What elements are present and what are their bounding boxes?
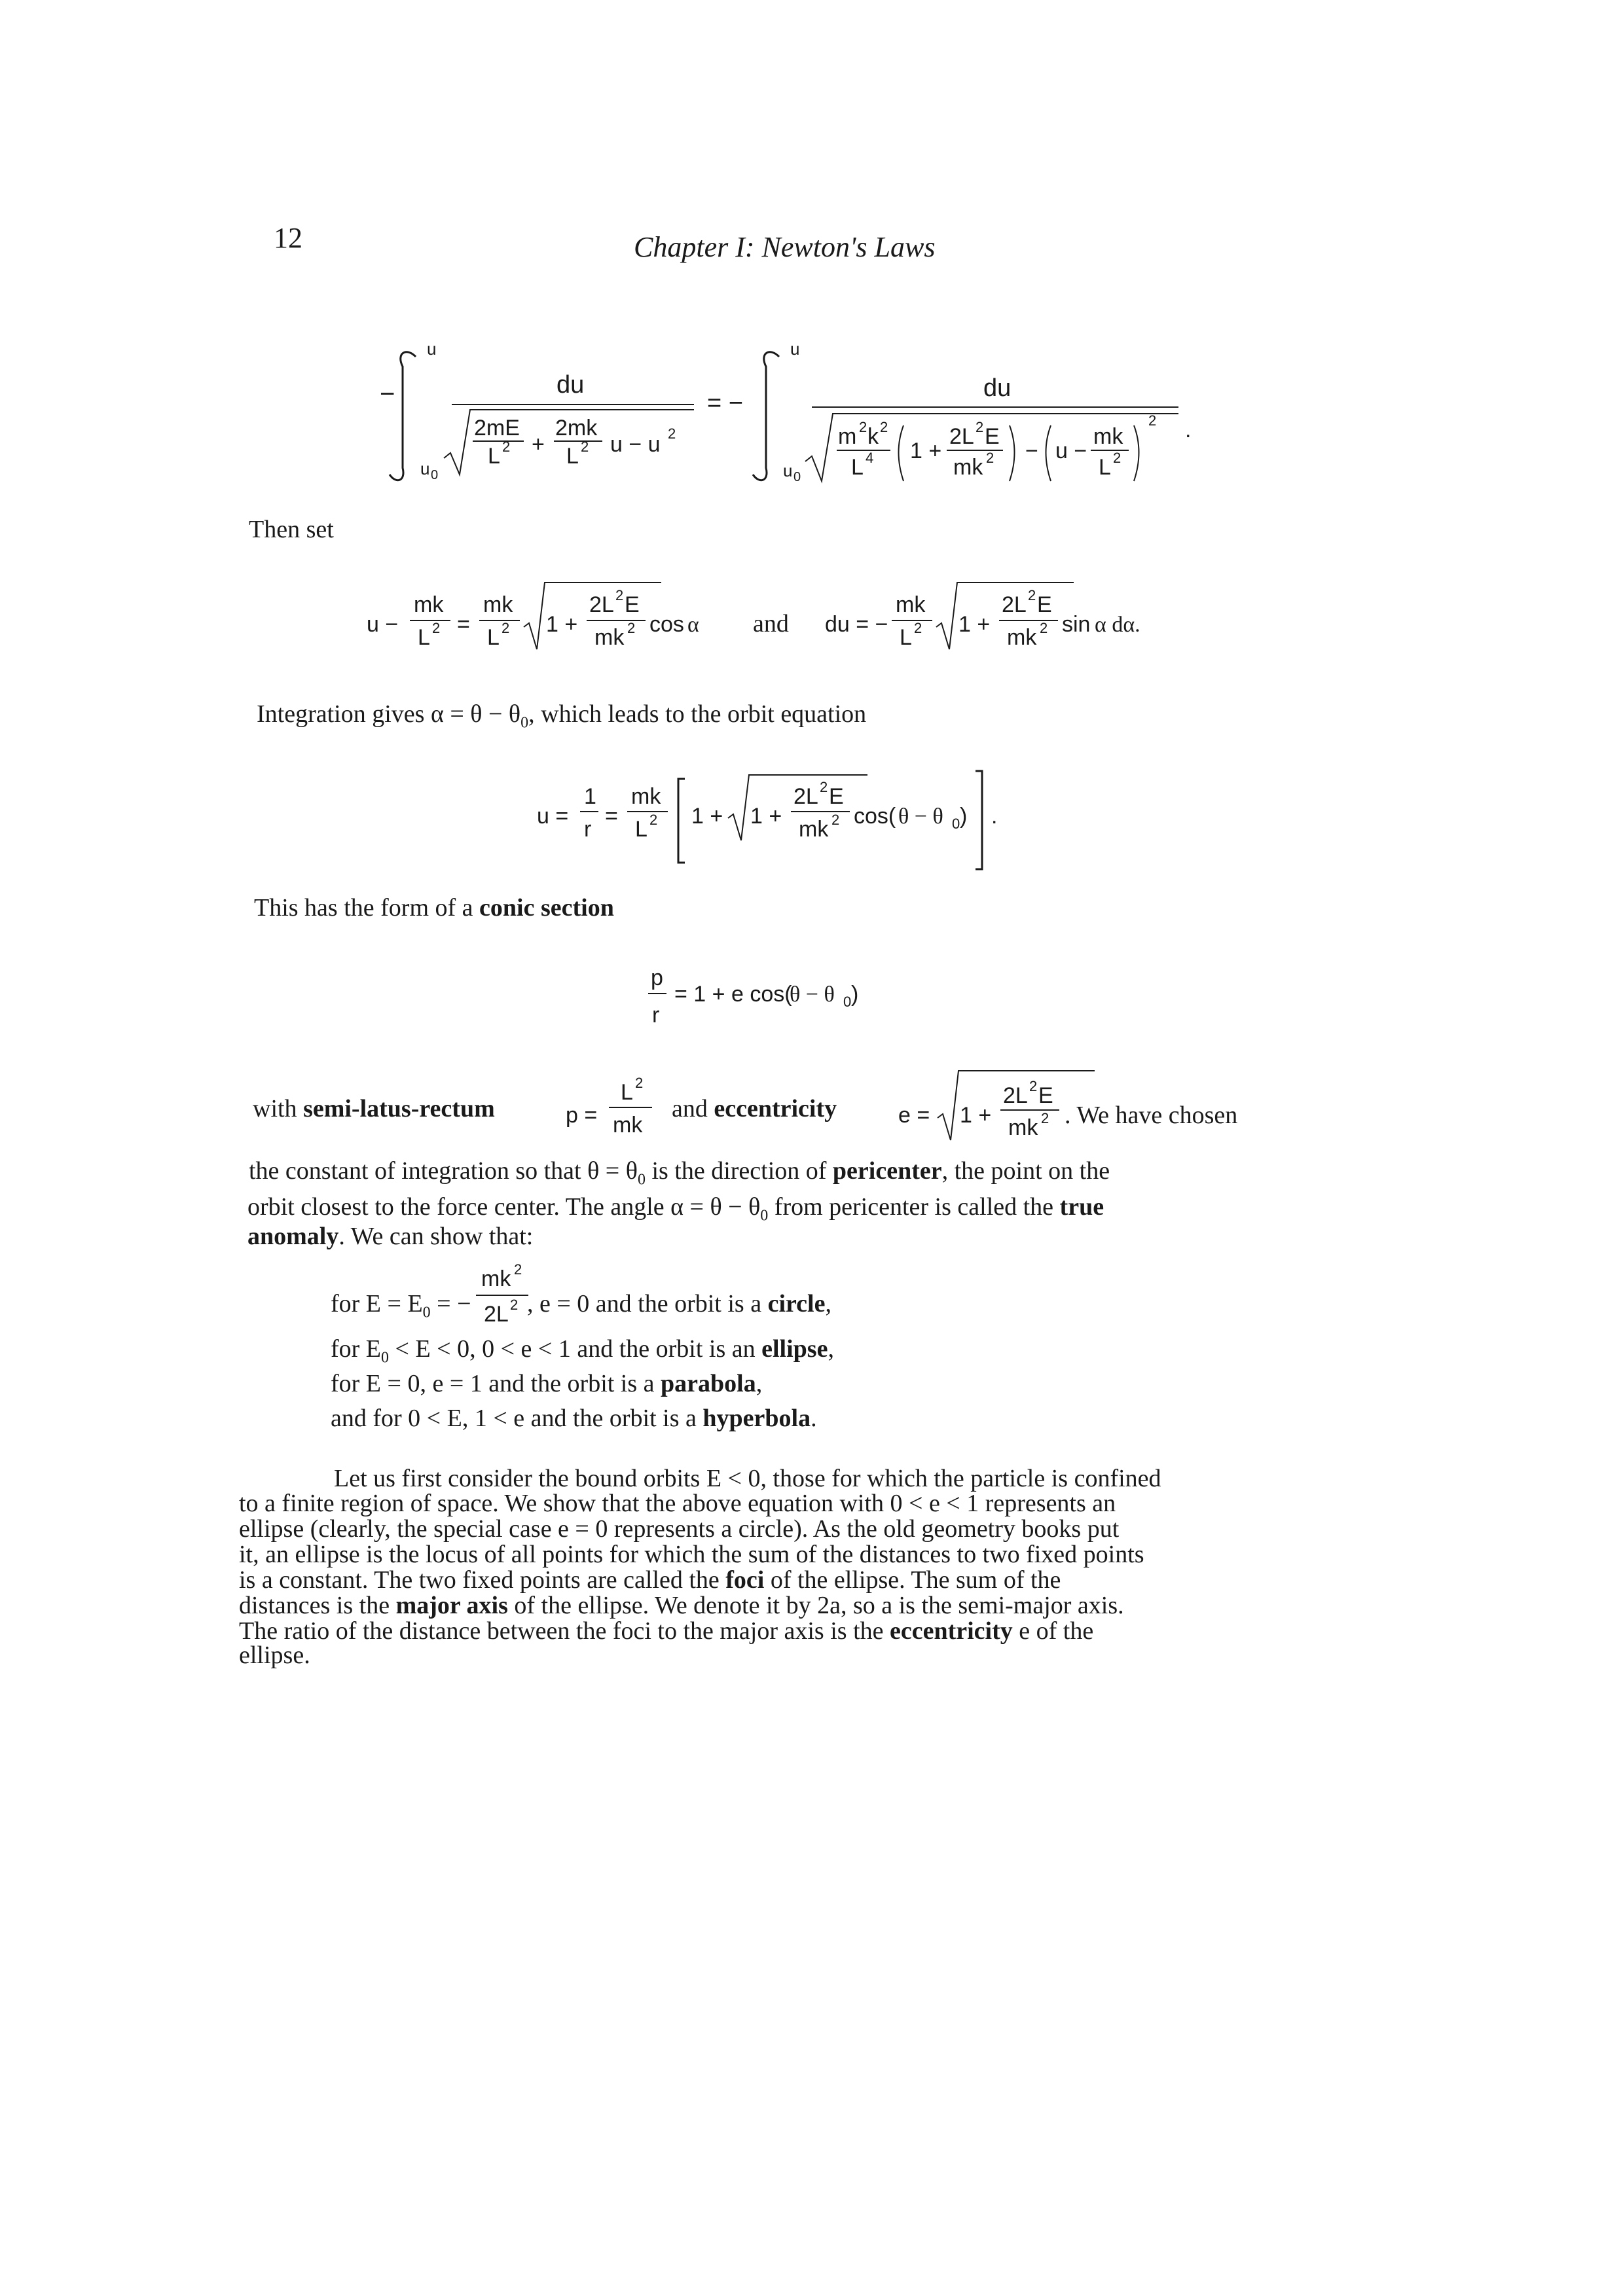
integral-equation (367, 327, 1218, 497)
svg-text:r: r (652, 1003, 660, 1028)
integration-line: Integration gives $\alpha = \theta - \theta_0$, which leads to the orbit equation (257, 700, 867, 732)
svg-text:k: k (867, 424, 879, 449)
svg-text:L: L (487, 625, 500, 650)
svg-text:2: 2 (1148, 412, 1157, 429)
para2-line2: to a finite region of space. We show that the above equation with 0 < e < 1 represents an (239, 1490, 1116, 1517)
svg-text:u −: u − (367, 612, 399, 637)
svg-text:1 +: 1 + (750, 804, 782, 829)
svg-text:sin: sin (1062, 612, 1091, 637)
svg-text:2: 2 (986, 450, 994, 466)
svg-text:mk: mk (631, 784, 661, 809)
svg-text:L: L (418, 625, 430, 650)
svg-text:2mE: 2mE (474, 416, 520, 440)
svg-text:2L: 2L (484, 1302, 509, 1327)
svg-text:= 1 + e cos(: = 1 + e cos( (674, 982, 792, 1007)
svg-text:+: + (532, 432, 545, 457)
svg-text:p =: p = (566, 1103, 598, 1128)
para2-line8: ellipse. (239, 1641, 310, 1669)
svg-text:2L: 2L (949, 424, 974, 449)
para2-line7: The ratio of the distance between the foci to the major axis is the eccentricity e of the (239, 1617, 1094, 1645)
svg-text:mk: mk (799, 817, 829, 842)
para2-line5: is a constant. The two fixed points are called the foci of the ellipse. The sum of the (239, 1566, 1061, 1594)
svg-text:2: 2 (1041, 1110, 1049, 1126)
svg-text:2: 2 (649, 812, 658, 828)
svg-text:2: 2 (432, 620, 441, 636)
svg-text:L: L (488, 444, 500, 469)
conic-equation (648, 962, 923, 1034)
svg-text:θ − θ: θ − θ (898, 804, 943, 829)
svg-text:L: L (635, 817, 647, 842)
svg-text:α dα.: α dα. (1095, 613, 1140, 637)
svg-text:E: E (1037, 592, 1052, 617)
svg-text:2: 2 (510, 1297, 519, 1313)
svg-text:m: m (838, 424, 857, 449)
svg-text:=: = (605, 804, 618, 829)
svg-text:2: 2 (502, 439, 511, 455)
svg-text:2L: 2L (589, 592, 614, 617)
svg-text:E: E (829, 784, 844, 809)
svg-text:L: L (1099, 455, 1111, 480)
svg-text:mk: mk (1008, 1115, 1038, 1140)
svg-text:): ) (851, 982, 859, 1007)
svg-text:2: 2 (831, 812, 840, 828)
svg-text:u: u (420, 459, 430, 478)
svg-text:=: = (457, 612, 470, 637)
para1-line4: anomaly. We can show that: (247, 1223, 534, 1250)
svg-text:0: 0 (952, 816, 960, 832)
svg-text:0: 0 (793, 470, 801, 484)
svg-text:mk: mk (896, 592, 926, 617)
svg-text:u: u (790, 339, 800, 359)
svg-text:u −: u − (1055, 439, 1087, 463)
svg-text:1 +: 1 + (546, 612, 578, 637)
svg-text:du = −: du = − (825, 612, 888, 637)
para1-line2: the constant of integration so that $\theta = \theta_0$ is the direction of pericenter, the point on the (249, 1157, 1110, 1189)
case-parabola: for E = 0, e = 1 and the orbit is a parabola, (331, 1370, 763, 1397)
svg-text:2: 2 (635, 1075, 644, 1091)
svg-text:p: p (651, 965, 663, 990)
svg-text:1 +: 1 + (691, 804, 723, 829)
svg-text:2: 2 (1028, 587, 1036, 603)
case-ellipse: for $E_0 < E < 0$, 0 < e < 1 and the orbit is an ellipse, (331, 1335, 834, 1367)
para1-line3: orbit closest to the force center. The angle $\alpha = \theta - \theta_0$ from pericenter is called the true (247, 1193, 1104, 1225)
svg-text:2: 2 (627, 620, 636, 636)
svg-text:1 +: 1 + (960, 1103, 992, 1128)
svg-text:2: 2 (1040, 620, 1048, 636)
svg-text:r: r (584, 817, 592, 842)
para2-line3: ellipse (clearly, the special case e = 0 represents a circle). As the old geometry books put (239, 1515, 1120, 1543)
svg-text:2: 2 (976, 419, 984, 435)
svg-text:L: L (621, 1080, 633, 1105)
svg-text:u =: u = (537, 804, 569, 829)
svg-text:mk: mk (481, 1266, 511, 1291)
svg-text:mk: mk (414, 592, 444, 617)
svg-text:.: . (1185, 418, 1192, 442)
svg-text:E: E (985, 424, 1000, 449)
svg-text:2: 2 (668, 425, 676, 442)
conic-line: This has the form of a conic section (254, 894, 614, 922)
svg-text:1 +: 1 + (958, 612, 991, 637)
svg-text:mk: mk (1093, 424, 1123, 449)
svg-text:2: 2 (1113, 450, 1122, 466)
running-title: Chapter I: Newton's Laws (634, 231, 936, 263)
svg-text:2L: 2L (1002, 592, 1027, 617)
svg-text:−: − (380, 380, 395, 408)
svg-text:2L: 2L (793, 784, 818, 809)
orbit-equation (537, 766, 1034, 877)
svg-text:): ) (960, 804, 968, 829)
svg-text:2: 2 (914, 620, 922, 636)
case-hyperbola: and for 0 < E, 1 < e and the orbit is a hyperbola. (331, 1405, 817, 1432)
svg-text:mk: mk (953, 455, 983, 480)
svg-text:2: 2 (820, 779, 828, 795)
svg-text:u − u: u − u (610, 432, 661, 457)
svg-text:2: 2 (859, 419, 867, 435)
para2-line4: it, an ellipse is the locus of all points for which the sum of the distances to two fixed points (239, 1541, 1144, 1568)
svg-text:E: E (1038, 1083, 1053, 1108)
svg-text:0: 0 (843, 994, 852, 1010)
svg-text:2L: 2L (1003, 1083, 1028, 1108)
svg-text:.: . (991, 804, 998, 829)
svg-text:2: 2 (581, 439, 589, 455)
svg-text:= −: = − (707, 389, 743, 417)
case-circle: for $E = E_0$ = − mk 2 2L 2 , e = 0 and the orbit is a circle, (331, 1261, 831, 1327)
para2-line6: distances is the major axis of the ellipse. We denote it by 2a, so a is the semi-major axis. (239, 1592, 1124, 1619)
svg-text:−: − (1025, 439, 1038, 463)
svg-text:θ − θ: θ − θ (790, 982, 835, 1007)
svg-text:cos: cos (649, 612, 684, 637)
svg-text:2: 2 (615, 587, 624, 603)
svg-text:1: 1 (584, 784, 596, 809)
svg-text:u: u (427, 339, 437, 359)
page-number: 12 (274, 222, 302, 254)
svg-text:mk: mk (594, 625, 625, 650)
svg-text:E: E (625, 592, 640, 617)
semi-latus-line: with semi-latus-rectum p = L 2 mk and eccentricity e = 1 + 2L 2 E mk 2 . We have chosen (253, 1067, 1307, 1145)
svg-text:e =: e = (898, 1103, 930, 1128)
substitution-equation (367, 576, 1218, 681)
svg-text:du: du (556, 371, 585, 399)
svg-text:cos(: cos( (854, 804, 896, 829)
svg-text:1 +: 1 + (910, 439, 942, 463)
svg-text:L: L (900, 625, 912, 650)
svg-text:4: 4 (866, 450, 874, 466)
svg-text:and: and (753, 610, 789, 637)
svg-text:0: 0 (431, 468, 439, 482)
svg-text:L: L (851, 455, 864, 480)
svg-text:mk: mk (613, 1113, 643, 1138)
svg-text:du: du (983, 374, 1012, 402)
svg-text:2: 2 (501, 620, 510, 636)
svg-text:2: 2 (880, 419, 888, 435)
svg-text:α: α (687, 613, 699, 637)
svg-text:mk: mk (1007, 625, 1037, 650)
then-set-text: Then set (249, 516, 334, 543)
svg-text:mk: mk (483, 592, 513, 617)
svg-text:2mk: 2mk (555, 416, 598, 440)
svg-text:2: 2 (514, 1261, 522, 1278)
svg-text:u: u (783, 461, 793, 480)
para2-line1: Let us first consider the bound orbits E < 0, those for which the particle is confined (334, 1465, 1161, 1492)
svg-text:2: 2 (1029, 1078, 1038, 1094)
svg-text:L: L (566, 444, 579, 469)
